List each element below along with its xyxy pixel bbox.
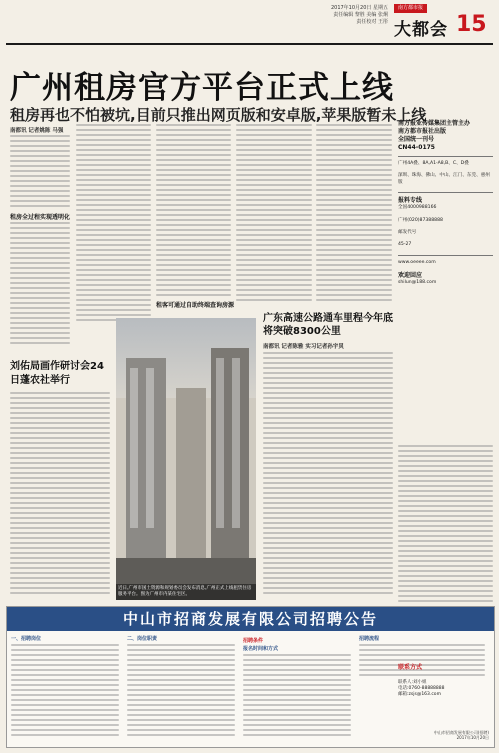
- masthead-editions-2: 深圳、珠海、佛山、中山、江门、东莞、惠州版: [398, 173, 490, 185]
- post-code: 45-27: [398, 242, 412, 248]
- right-story-body: [263, 352, 393, 597]
- ad-contact-1: 联系人:刘小姐: [398, 680, 427, 685]
- ad-subtitle: 招聘条件: [243, 638, 264, 644]
- phone-number: 广州(020)87388888: [398, 217, 443, 223]
- header-proof: 责任校对 王彤: [356, 19, 388, 25]
- header-date: 2017年10月20日 星期五: [330, 5, 388, 11]
- header-editor: 责任编辑 黎胜 美编 张炯: [333, 12, 388, 18]
- hotline-label: 报料专线: [398, 197, 423, 205]
- masthead-rule: [398, 156, 493, 157]
- masthead-title-3: 全国统一刊号: [398, 136, 435, 143]
- masthead-title-2: 南方都市报社出版: [398, 128, 447, 135]
- photo-caption: 近日,广州市国土资源和规划委员会发布消息,广州正式上线租赁住房服务平台。图为广州市内某住宅区。: [116, 584, 256, 600]
- main-byline: 南都讯 记者姚陈 马强: [10, 128, 64, 134]
- ad-col-2-head: 二、岗位职责: [127, 636, 158, 642]
- side-story-body: [10, 392, 110, 597]
- main-col-3: [156, 124, 231, 299]
- hotline-number: 全国4000988166: [398, 205, 437, 211]
- masthead-rule-2: [398, 192, 493, 193]
- masthead-title-1: 南方报业传媒集团主管主办: [398, 120, 471, 127]
- ad-col-2: [127, 635, 239, 743]
- ad-col-1-head: 一、招聘岗位: [11, 636, 42, 642]
- main-subhead: 租房再也不怕被坑,目前只推出网页版和安卓版,苹果版暂未上线: [10, 106, 427, 124]
- brand-tag: 南方都市报: [394, 4, 427, 13]
- right-story-title: 广东高速公路通车里程今年底将突破8300公里: [263, 313, 393, 337]
- masthead-issn: CN44-0175: [398, 144, 435, 151]
- ad-col-3: [243, 645, 355, 753]
- main-headline: 广州租房官方平台正式上线: [10, 70, 394, 106]
- ad-col-4-head: 招聘流程: [359, 636, 380, 642]
- website: www.oeeee.com: [398, 259, 436, 265]
- ad-col-3-head: 报名时间和方式: [243, 646, 279, 652]
- ad-contact-3: 邮箱:zsjs@163.com: [398, 692, 441, 697]
- main-section-2: 租客可通过自助终端查询房源: [156, 302, 235, 309]
- post-label: 邮发代号: [398, 230, 417, 236]
- right-story-byline: 南都讯 记者陈雅 实习记者孙宇炅: [263, 344, 344, 350]
- main-col-2: [76, 124, 151, 324]
- main-col-1: [10, 135, 70, 210]
- ad-title: 中山市招商发展有限公司招聘公告: [7, 607, 494, 631]
- main-col-1b: [10, 222, 70, 347]
- feedback-label: 欢迎回应: [398, 272, 423, 280]
- header-rule: [6, 43, 493, 45]
- page-number: 15: [456, 12, 487, 37]
- masthead-rule-3: [398, 255, 493, 256]
- ad-contact: [398, 680, 488, 698]
- main-col-4: [236, 124, 312, 304]
- recruitment-ad: [6, 606, 495, 748]
- ad-contact-label: 联系方式: [398, 664, 423, 671]
- masthead-editions: 广州4A叠、8A,A1-A8,B、C、D叠: [398, 161, 469, 166]
- side-story-title: 刘佑局画作研讨会24日蓬农社举行: [10, 361, 104, 386]
- page-header: [0, 0, 499, 44]
- ad-footer: [394, 730, 489, 740]
- header-meta: [288, 5, 388, 26]
- news-photo: [116, 318, 256, 600]
- main-section-1: 租房全过程实现透明化: [10, 214, 71, 221]
- section-brand: [394, 4, 494, 38]
- ad-footer-date: 2017年10月20日: [456, 735, 489, 740]
- right-story-body-2: [398, 445, 493, 605]
- ad-footer-org: 中山市招商发展有限公司(招聘): [433, 730, 489, 735]
- ad-contact-2: 电话:0760-88888888: [398, 686, 445, 691]
- section-name: 大都会: [394, 20, 448, 40]
- masthead-panel: [398, 120, 493, 440]
- main-col-5: [316, 124, 392, 304]
- ad-col-1: [11, 635, 123, 743]
- feedback-email: shilun@188.com: [398, 280, 437, 286]
